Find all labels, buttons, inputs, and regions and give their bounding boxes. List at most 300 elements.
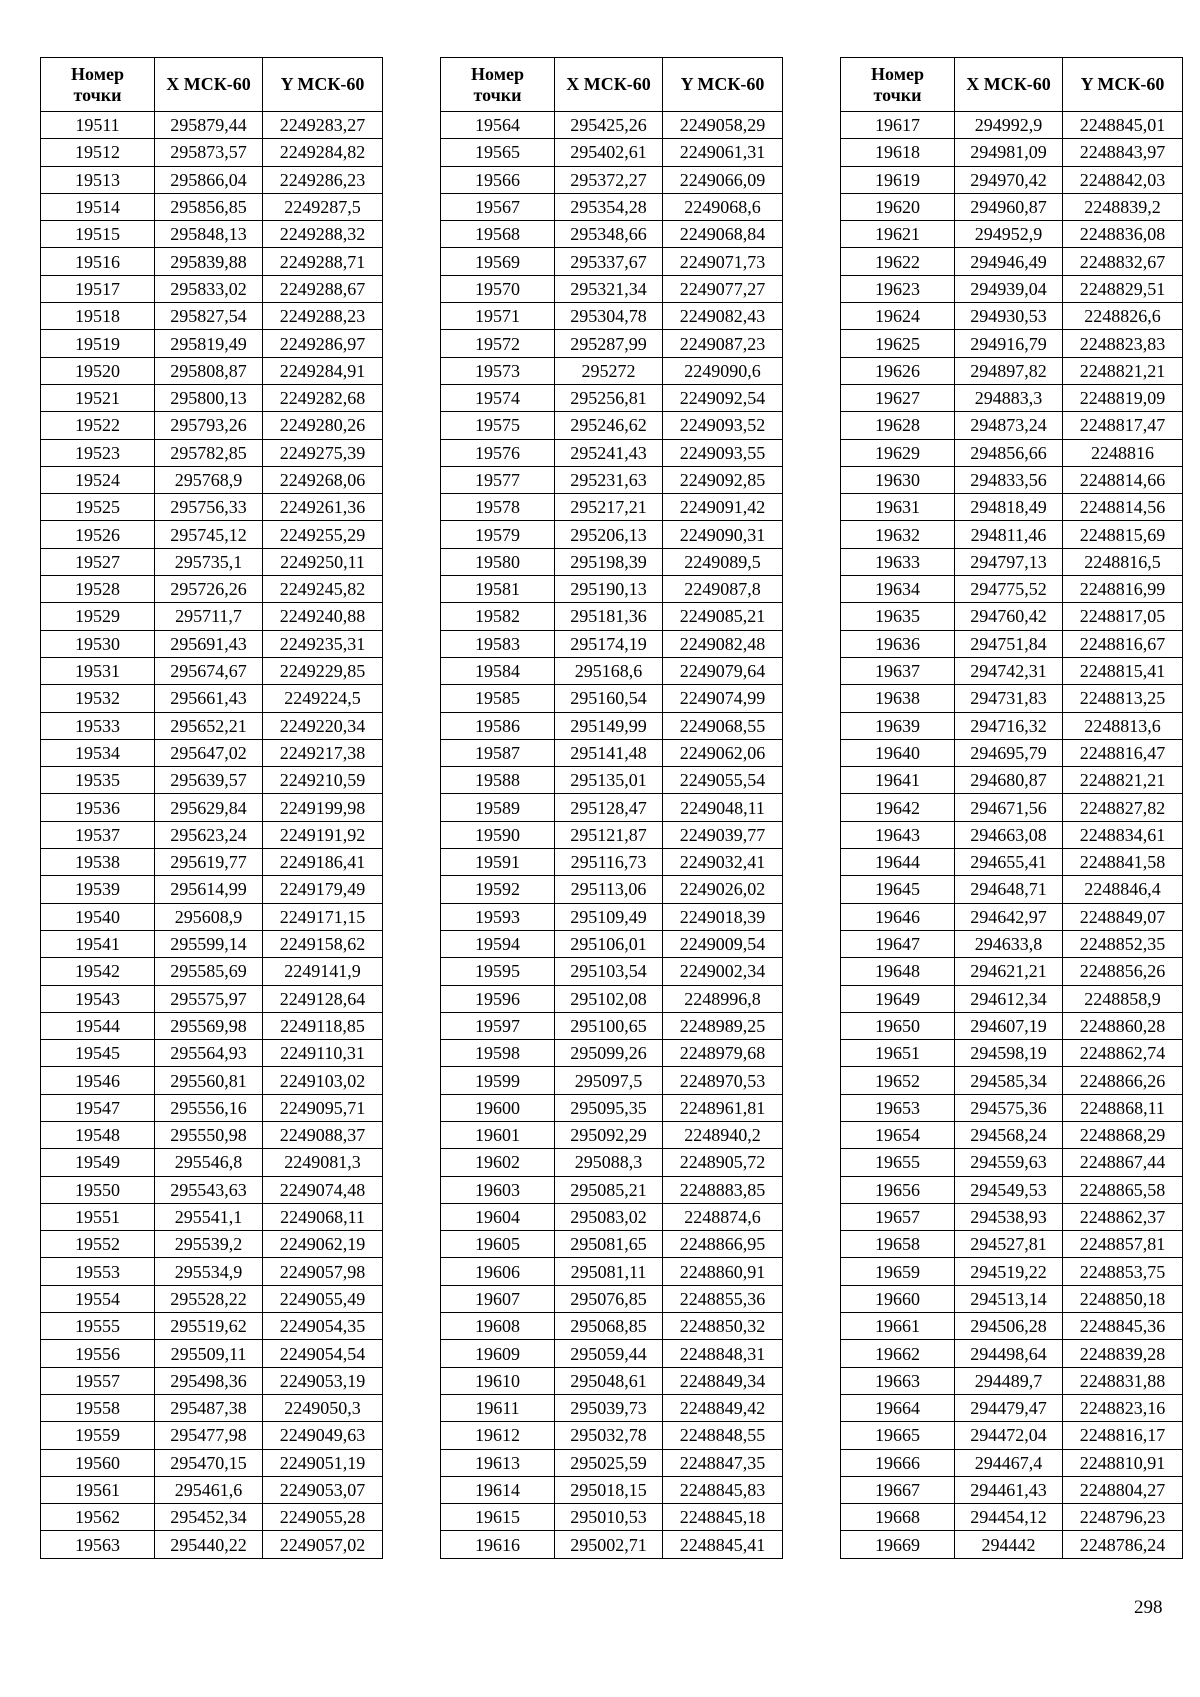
table-row	[841, 1176, 1183, 1203]
cell-y-coordinate: 2248845,83	[663, 1476, 783, 1503]
cell-point-number: 19665	[841, 1422, 955, 1449]
cell-y-coordinate: 2248815,69	[1063, 521, 1183, 548]
cell-point-number: 19646	[841, 903, 955, 930]
table-row	[441, 166, 783, 193]
table-row	[841, 193, 1183, 220]
cell-point-number: 19527	[41, 548, 155, 575]
cell-y-coordinate: 2248848,31	[663, 1340, 783, 1367]
cell-x-coordinate: 294939,04	[955, 275, 1063, 302]
cell-y-coordinate: 2249284,82	[263, 139, 383, 166]
cell-x-coordinate: 295174,19	[555, 630, 663, 657]
cell-y-coordinate: 2248849,42	[663, 1394, 783, 1421]
cell-x-coordinate: 295402,61	[555, 139, 663, 166]
cell-y-coordinate: 2249058,29	[663, 112, 783, 139]
cell-y-coordinate: 2249186,41	[263, 849, 383, 876]
table-row	[441, 739, 783, 766]
cell-y-coordinate: 2248848,55	[663, 1422, 783, 1449]
table-row	[41, 876, 383, 903]
cell-y-coordinate: 2249055,49	[263, 1285, 383, 1312]
cell-point-number: 19658	[841, 1231, 955, 1258]
cell-x-coordinate: 294489,7	[955, 1367, 1063, 1394]
table-row	[41, 1040, 383, 1067]
cell-x-coordinate: 295141,48	[555, 739, 663, 766]
cell-x-coordinate: 295354,28	[555, 193, 663, 220]
cell-point-number: 19561	[41, 1476, 155, 1503]
cell-point-number: 19562	[41, 1504, 155, 1531]
table-row	[41, 1094, 383, 1121]
cell-x-coordinate: 294716,32	[955, 712, 1063, 739]
cell-x-coordinate: 295106,01	[555, 930, 663, 957]
cell-point-number: 19573	[441, 357, 555, 384]
cell-y-coordinate: 2249082,48	[663, 630, 783, 657]
table-row	[41, 576, 383, 603]
table-row	[41, 384, 383, 411]
cell-y-coordinate: 2249141,9	[263, 958, 383, 985]
cell-y-coordinate: 2249255,29	[263, 521, 383, 548]
cell-x-coordinate: 295661,43	[155, 685, 263, 712]
cell-x-coordinate: 295560,81	[155, 1067, 263, 1094]
cell-x-coordinate: 295541,1	[155, 1203, 263, 1230]
table-row	[41, 166, 383, 193]
cell-x-coordinate: 295519,62	[155, 1313, 263, 1340]
table-row	[41, 767, 383, 794]
table-row	[841, 1012, 1183, 1039]
cell-x-coordinate: 295879,44	[155, 112, 263, 139]
table-row	[441, 1285, 783, 1312]
cell-y-coordinate: 2248853,75	[1063, 1258, 1183, 1285]
cell-y-coordinate: 2248989,25	[663, 1012, 783, 1039]
cell-y-coordinate: 2248940,2	[663, 1121, 783, 1148]
cell-point-number: 19639	[841, 712, 955, 739]
cell-point-number: 19577	[441, 466, 555, 493]
cell-point-number: 19556	[41, 1340, 155, 1367]
cell-y-coordinate: 2248821,21	[1063, 357, 1183, 384]
table-row	[841, 221, 1183, 248]
cell-x-coordinate: 295856,85	[155, 193, 263, 220]
cell-y-coordinate: 2249268,06	[263, 466, 383, 493]
cell-x-coordinate: 294612,34	[955, 985, 1063, 1012]
cell-point-number: 19570	[441, 275, 555, 302]
cell-y-coordinate: 2248849,07	[1063, 903, 1183, 930]
cell-point-number: 19640	[841, 739, 955, 766]
cell-y-coordinate: 2249087,8	[663, 576, 783, 603]
cell-x-coordinate: 294598,19	[955, 1040, 1063, 1067]
cell-y-coordinate: 2249085,21	[663, 603, 783, 630]
cell-y-coordinate: 2249053,07	[263, 1476, 383, 1503]
cell-x-coordinate: 295546,8	[155, 1149, 263, 1176]
table-row	[41, 303, 383, 330]
cell-y-coordinate: 2248849,34	[663, 1367, 783, 1394]
cell-y-coordinate: 2249018,39	[663, 903, 783, 930]
cell-point-number: 19600	[441, 1094, 555, 1121]
cell-y-coordinate: 2249077,27	[663, 275, 783, 302]
cell-x-coordinate: 295614,99	[155, 876, 263, 903]
cell-x-coordinate: 295768,9	[155, 466, 263, 493]
cell-point-number: 19611	[441, 1394, 555, 1421]
cell-x-coordinate: 295539,2	[155, 1231, 263, 1258]
cell-point-number: 19625	[841, 330, 955, 357]
cell-point-number: 19641	[841, 767, 955, 794]
cell-x-coordinate: 295691,43	[155, 630, 263, 657]
cell-point-number: 19597	[441, 1012, 555, 1039]
header-x-coordinate: X МСК-60	[955, 58, 1063, 112]
table-row	[41, 794, 383, 821]
cell-x-coordinate: 294538,93	[955, 1203, 1063, 1230]
cell-y-coordinate: 2248813,6	[1063, 712, 1183, 739]
table-row	[41, 1176, 383, 1203]
cell-y-coordinate: 2249092,54	[663, 384, 783, 411]
table-row	[41, 1531, 383, 1558]
table-row	[41, 739, 383, 766]
cell-x-coordinate: 295116,73	[555, 849, 663, 876]
cell-y-coordinate: 2249062,19	[263, 1231, 383, 1258]
cell-x-coordinate: 295793,26	[155, 412, 263, 439]
cell-x-coordinate: 294981,09	[955, 139, 1063, 166]
cell-x-coordinate: 295575,97	[155, 985, 263, 1012]
cell-y-coordinate: 2248816,5	[1063, 548, 1183, 575]
cell-point-number: 19521	[41, 384, 155, 411]
cell-x-coordinate: 295833,02	[155, 275, 263, 302]
header-point-number: Номер точки	[41, 58, 155, 112]
table-row	[841, 139, 1183, 166]
cell-point-number: 19547	[41, 1094, 155, 1121]
cell-y-coordinate: 2248827,82	[1063, 794, 1183, 821]
table-row	[441, 685, 783, 712]
table-row	[441, 1231, 783, 1258]
cell-point-number: 19541	[41, 930, 155, 957]
cell-point-number: 19624	[841, 303, 955, 330]
cell-point-number: 19661	[841, 1313, 955, 1340]
table-row	[841, 876, 1183, 903]
cell-y-coordinate: 2249280,26	[263, 412, 383, 439]
table-row	[441, 1012, 783, 1039]
cell-point-number: 19608	[441, 1313, 555, 1340]
table-row	[841, 1367, 1183, 1394]
table-row	[841, 412, 1183, 439]
cell-y-coordinate: 2248810,91	[1063, 1449, 1183, 1476]
cell-y-coordinate: 2249054,54	[263, 1340, 383, 1367]
cell-x-coordinate: 295745,12	[155, 521, 263, 548]
cell-y-coordinate: 2248883,85	[663, 1176, 783, 1203]
cell-x-coordinate: 295085,21	[555, 1176, 663, 1203]
cell-y-coordinate: 2248816,99	[1063, 576, 1183, 603]
cell-x-coordinate: 295873,57	[155, 139, 263, 166]
cell-x-coordinate: 294873,24	[955, 412, 1063, 439]
cell-y-coordinate: 2248816,67	[1063, 630, 1183, 657]
table-row	[441, 521, 783, 548]
cell-x-coordinate: 295827,54	[155, 303, 263, 330]
cell-y-coordinate: 2249288,23	[263, 303, 383, 330]
cell-x-coordinate: 295808,87	[155, 357, 263, 384]
cell-x-coordinate: 294527,81	[955, 1231, 1063, 1258]
cell-point-number: 19574	[441, 384, 555, 411]
table-row	[441, 1203, 783, 1230]
table-row	[41, 930, 383, 957]
cell-x-coordinate: 295652,21	[155, 712, 263, 739]
cell-y-coordinate: 2249128,64	[263, 985, 383, 1012]
cell-point-number: 19669	[841, 1531, 955, 1558]
cell-y-coordinate: 2248834,61	[1063, 821, 1183, 848]
cell-x-coordinate: 295372,27	[555, 166, 663, 193]
cell-point-number: 19629	[841, 439, 955, 466]
cell-y-coordinate: 2248970,53	[663, 1067, 783, 1094]
cell-x-coordinate: 294575,36	[955, 1094, 1063, 1121]
cell-x-coordinate: 295181,36	[555, 603, 663, 630]
cell-point-number: 19568	[441, 221, 555, 248]
table-row	[441, 1040, 783, 1067]
table-row	[441, 1176, 783, 1203]
cell-y-coordinate: 2249049,63	[263, 1422, 383, 1449]
cell-x-coordinate: 295103,54	[555, 958, 663, 985]
table-row	[441, 139, 783, 166]
cell-y-coordinate: 2249217,38	[263, 739, 383, 766]
table-row	[441, 1067, 783, 1094]
cell-y-coordinate: 2248868,29	[1063, 1121, 1183, 1148]
cell-point-number: 19524	[41, 466, 155, 493]
cell-point-number: 19553	[41, 1258, 155, 1285]
cell-x-coordinate: 295048,61	[555, 1367, 663, 1394]
table-row	[41, 248, 383, 275]
cell-x-coordinate: 294513,14	[955, 1285, 1063, 1312]
table-row	[841, 1149, 1183, 1176]
table-row	[441, 1313, 783, 1340]
cell-point-number: 19566	[441, 166, 555, 193]
cell-point-number: 19525	[41, 494, 155, 521]
cell-y-coordinate: 2248856,26	[1063, 958, 1183, 985]
table-row	[841, 794, 1183, 821]
cell-x-coordinate: 294952,9	[955, 221, 1063, 248]
cell-y-coordinate: 2248786,24	[1063, 1531, 1183, 1558]
cell-x-coordinate: 294467,4	[955, 1449, 1063, 1476]
cell-y-coordinate: 2249050,3	[263, 1394, 383, 1421]
cell-y-coordinate: 2248857,81	[1063, 1231, 1183, 1258]
cell-x-coordinate: 294960,87	[955, 193, 1063, 220]
cell-point-number: 19636	[841, 630, 955, 657]
cell-y-coordinate: 2248816,17	[1063, 1422, 1183, 1449]
cell-point-number: 19523	[41, 439, 155, 466]
table-row	[841, 739, 1183, 766]
table-row	[441, 1394, 783, 1421]
cell-x-coordinate: 295128,47	[555, 794, 663, 821]
table-row	[41, 958, 383, 985]
cell-y-coordinate: 2249071,73	[663, 248, 783, 275]
cell-y-coordinate: 2248858,9	[1063, 985, 1183, 1012]
header-point-number: Номер точки	[441, 58, 555, 112]
cell-y-coordinate: 2248845,41	[663, 1531, 783, 1558]
coordinates-table-2	[440, 57, 783, 1559]
cell-y-coordinate: 2248845,18	[663, 1504, 783, 1531]
cell-x-coordinate: 294442	[955, 1531, 1063, 1558]
cell-y-coordinate: 2248862,74	[1063, 1040, 1183, 1067]
cell-point-number: 19586	[441, 712, 555, 739]
cell-x-coordinate: 295109,49	[555, 903, 663, 930]
cell-y-coordinate: 2249062,06	[663, 739, 783, 766]
table-row	[41, 1340, 383, 1367]
cell-x-coordinate: 294642,97	[955, 903, 1063, 930]
table-row	[841, 357, 1183, 384]
table-row	[841, 821, 1183, 848]
cell-x-coordinate: 295629,84	[155, 794, 263, 821]
cell-point-number: 19588	[441, 767, 555, 794]
cell-y-coordinate: 2248866,95	[663, 1231, 783, 1258]
cell-x-coordinate: 295083,02	[555, 1203, 663, 1230]
table-body	[841, 112, 1183, 1559]
cell-x-coordinate: 294671,56	[955, 794, 1063, 821]
cell-point-number: 19635	[841, 603, 955, 630]
cell-point-number: 19660	[841, 1285, 955, 1312]
cell-x-coordinate: 295509,11	[155, 1340, 263, 1367]
cell-point-number: 19536	[41, 794, 155, 821]
cell-y-coordinate: 2248961,81	[663, 1094, 783, 1121]
cell-x-coordinate: 295321,34	[555, 275, 663, 302]
table-row	[441, 221, 783, 248]
cell-y-coordinate: 2249074,99	[663, 685, 783, 712]
cell-x-coordinate: 295018,15	[555, 1476, 663, 1503]
cell-point-number: 19589	[441, 794, 555, 821]
cell-x-coordinate: 295735,1	[155, 548, 263, 575]
cell-y-coordinate: 2248845,36	[1063, 1313, 1183, 1340]
cell-x-coordinate: 295348,66	[555, 221, 663, 248]
cell-point-number: 19657	[841, 1203, 955, 1230]
cell-x-coordinate: 295800,13	[155, 384, 263, 411]
table-row	[441, 630, 783, 657]
coordinates-table-3	[840, 57, 1183, 1559]
cell-point-number: 19650	[841, 1012, 955, 1039]
cell-x-coordinate: 295081,65	[555, 1231, 663, 1258]
table-row	[441, 1422, 783, 1449]
cell-x-coordinate: 295081,11	[555, 1258, 663, 1285]
cell-point-number: 19576	[441, 439, 555, 466]
table-row	[441, 930, 783, 957]
cell-x-coordinate: 295135,01	[555, 767, 663, 794]
cell-point-number: 19550	[41, 1176, 155, 1203]
cell-point-number: 19637	[841, 657, 955, 684]
cell-point-number: 19627	[841, 384, 955, 411]
cell-y-coordinate: 2248839,2	[1063, 193, 1183, 220]
cell-point-number: 19513	[41, 166, 155, 193]
table-row	[41, 985, 383, 1012]
cell-x-coordinate: 294461,43	[955, 1476, 1063, 1503]
table-row	[41, 1258, 383, 1285]
cell-y-coordinate: 2248823,16	[1063, 1394, 1183, 1421]
table-row	[841, 1094, 1183, 1121]
cell-x-coordinate: 294946,49	[955, 248, 1063, 275]
cell-point-number: 19559	[41, 1422, 155, 1449]
cell-y-coordinate: 2248817,05	[1063, 603, 1183, 630]
cell-point-number: 19632	[841, 521, 955, 548]
cell-point-number: 19618	[841, 139, 955, 166]
cell-point-number: 19647	[841, 930, 955, 957]
cell-x-coordinate: 295206,13	[555, 521, 663, 548]
cell-y-coordinate: 2249245,82	[263, 576, 383, 603]
cell-y-coordinate: 2249118,85	[263, 1012, 383, 1039]
cell-y-coordinate: 2248816	[1063, 439, 1183, 466]
table-row	[841, 275, 1183, 302]
cell-x-coordinate: 295099,26	[555, 1040, 663, 1067]
cell-x-coordinate: 295599,14	[155, 930, 263, 957]
cell-point-number: 19616	[441, 1531, 555, 1558]
table-row	[441, 1340, 783, 1367]
cell-point-number: 19617	[841, 112, 955, 139]
cell-y-coordinate: 2249286,97	[263, 330, 383, 357]
cell-point-number: 19607	[441, 1285, 555, 1312]
cell-point-number: 19571	[441, 303, 555, 330]
coordinates-table-1	[40, 57, 383, 1559]
cell-y-coordinate: 2248823,83	[1063, 330, 1183, 357]
table-row	[841, 466, 1183, 493]
cell-x-coordinate: 294454,12	[955, 1504, 1063, 1531]
cell-y-coordinate: 2249095,71	[263, 1094, 383, 1121]
table-row	[841, 1040, 1183, 1067]
table-row	[41, 1012, 383, 1039]
cell-y-coordinate: 2248852,35	[1063, 930, 1183, 957]
table-row	[841, 630, 1183, 657]
table-row	[41, 193, 383, 220]
table-row	[841, 1449, 1183, 1476]
cell-y-coordinate: 2249055,28	[263, 1504, 383, 1531]
cell-point-number: 19659	[841, 1258, 955, 1285]
cell-point-number: 19544	[41, 1012, 155, 1039]
cell-y-coordinate: 2248845,01	[1063, 112, 1183, 139]
cell-point-number: 19606	[441, 1258, 555, 1285]
table-row	[441, 767, 783, 794]
cell-x-coordinate: 295231,63	[555, 466, 663, 493]
table-row	[841, 166, 1183, 193]
table-row	[441, 384, 783, 411]
cell-y-coordinate: 2249068,55	[663, 712, 783, 739]
cell-y-coordinate: 2249090,31	[663, 521, 783, 548]
cell-y-coordinate: 2249210,59	[263, 767, 383, 794]
cell-point-number: 19651	[841, 1040, 955, 1067]
cell-point-number: 19653	[841, 1094, 955, 1121]
cell-point-number: 19663	[841, 1367, 955, 1394]
table-row	[841, 849, 1183, 876]
cell-y-coordinate: 2249171,15	[263, 903, 383, 930]
table-row	[41, 1313, 383, 1340]
table-row	[441, 958, 783, 985]
cell-x-coordinate: 294818,49	[955, 494, 1063, 521]
cell-x-coordinate: 295002,71	[555, 1531, 663, 1558]
cell-x-coordinate: 294498,64	[955, 1340, 1063, 1367]
cell-point-number: 19516	[41, 248, 155, 275]
cell-point-number: 19526	[41, 521, 155, 548]
table-row	[841, 1313, 1183, 1340]
table-row	[841, 1340, 1183, 1367]
table-row	[41, 275, 383, 302]
cell-point-number: 19514	[41, 193, 155, 220]
table-row	[41, 603, 383, 630]
cell-point-number: 19552	[41, 1231, 155, 1258]
table-row	[441, 1149, 783, 1176]
cell-x-coordinate: 295100,65	[555, 1012, 663, 1039]
cell-point-number: 19655	[841, 1149, 955, 1176]
cell-y-coordinate: 2249093,55	[663, 439, 783, 466]
cell-point-number: 19522	[41, 412, 155, 439]
cell-y-coordinate: 2249240,88	[263, 603, 383, 630]
table-row	[441, 548, 783, 575]
cell-point-number: 19557	[41, 1367, 155, 1394]
table-row	[41, 1285, 383, 1312]
cell-point-number: 19555	[41, 1313, 155, 1340]
table-row	[41, 1067, 383, 1094]
cell-x-coordinate: 295674,67	[155, 657, 263, 684]
cell-x-coordinate: 295097,5	[555, 1067, 663, 1094]
cell-point-number: 19619	[841, 166, 955, 193]
cell-x-coordinate: 295256,81	[555, 384, 663, 411]
cell-y-coordinate: 2248850,18	[1063, 1285, 1183, 1312]
table-row	[441, 876, 783, 903]
cell-x-coordinate: 295534,9	[155, 1258, 263, 1285]
